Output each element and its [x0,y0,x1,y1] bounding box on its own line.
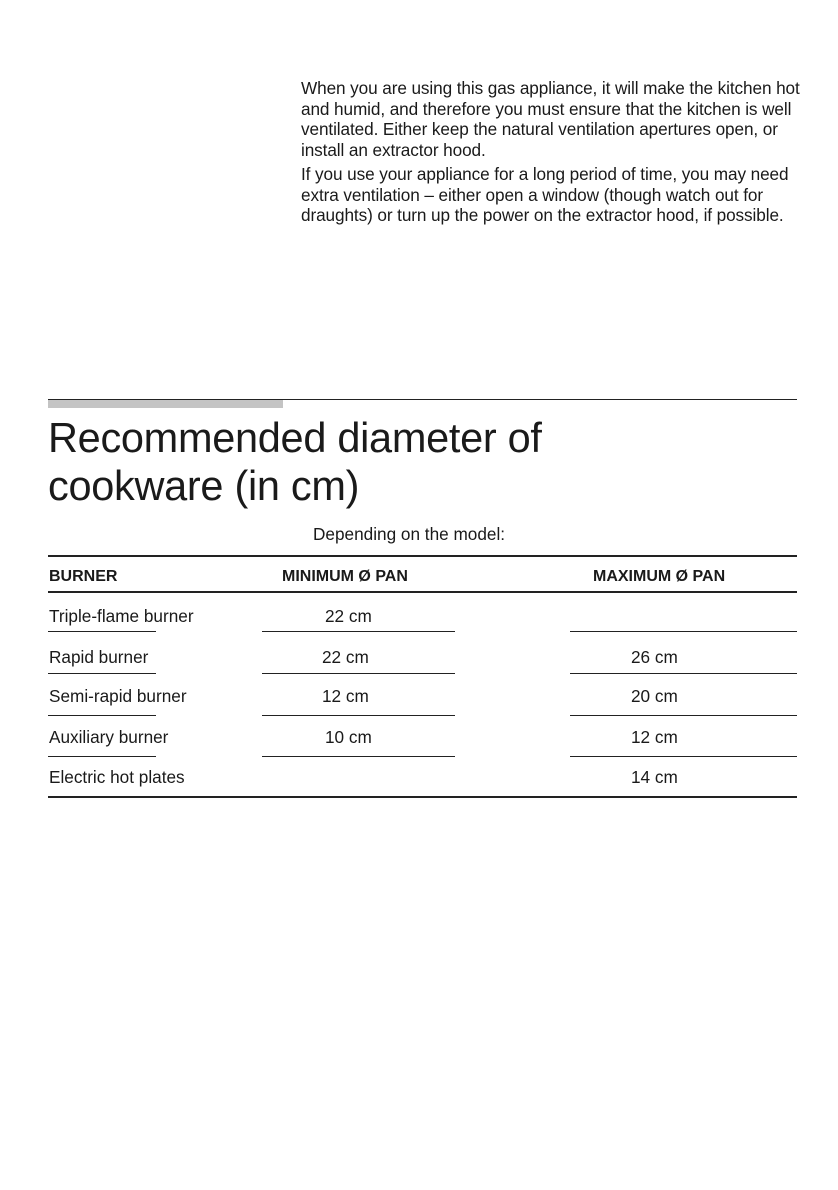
table-row-max: 14 cm [631,767,678,787]
row-rule-min [262,631,455,632]
table-row-burner: Rapid burner [49,647,149,667]
row-rule-max [570,673,797,674]
table-row-burner: Auxiliary burner [49,727,169,747]
table-bottom-rule [48,796,797,798]
header-min-pan: MINIMUM Ø PAN [282,568,408,585]
row-rule-max [570,715,797,716]
table-row-min: 10 cm [325,727,372,747]
table-row-min: 12 cm [322,686,369,706]
row-rule-burner [48,673,156,674]
intro-paragraph-ventilation: When you are using this gas appliance, it will make the kitchen hot and humid, and therefore you must ensure that the kitchen is well ventilated. Either keep the natural ventilation apertures open, or install an extractor hood. [301,78,800,160]
table-row-min: 22 cm [322,647,369,667]
section-heading-line1: Recommended diameter of [48,414,542,461]
row-rule-max [570,631,797,632]
row-rule-burner [48,715,156,716]
intro-text [301,78,801,230]
header-bottom-rule [48,591,797,593]
table-row-max: 20 cm [631,686,678,706]
section-heading-line2: cookware (in cm) [48,462,360,509]
section-subtitle: Depending on the model: [313,524,506,544]
row-rule-burner [48,631,156,632]
row-rule-min [262,756,455,757]
row-rule-burner [48,756,156,757]
table-row-burner: Triple-flame burner [49,606,194,626]
row-rule-min [262,715,455,716]
header-burner: BURNER [49,568,118,585]
table-row-burner: Electric hot plates [49,767,185,787]
table-row-min: 22 cm [325,606,372,626]
table-row-max: 12 cm [631,727,678,747]
row-rule-min [262,673,455,674]
section-heading [48,414,788,510]
header-max-pan: MAXIMUM Ø PAN [593,568,726,585]
row-rule-max [570,756,797,757]
table-row-burner: Semi-rapid burner [49,686,187,706]
table-row-max: 26 cm [631,647,678,667]
intro-paragraph-extra-ventilation: If you use your appliance for a long period of time, you may need extra ventilation – either open a window (though watch out for draughts) or turn up the power on the extractor hood, if possible. [301,164,789,225]
table-top-rule [48,555,797,557]
section-divider-bar [48,400,283,408]
